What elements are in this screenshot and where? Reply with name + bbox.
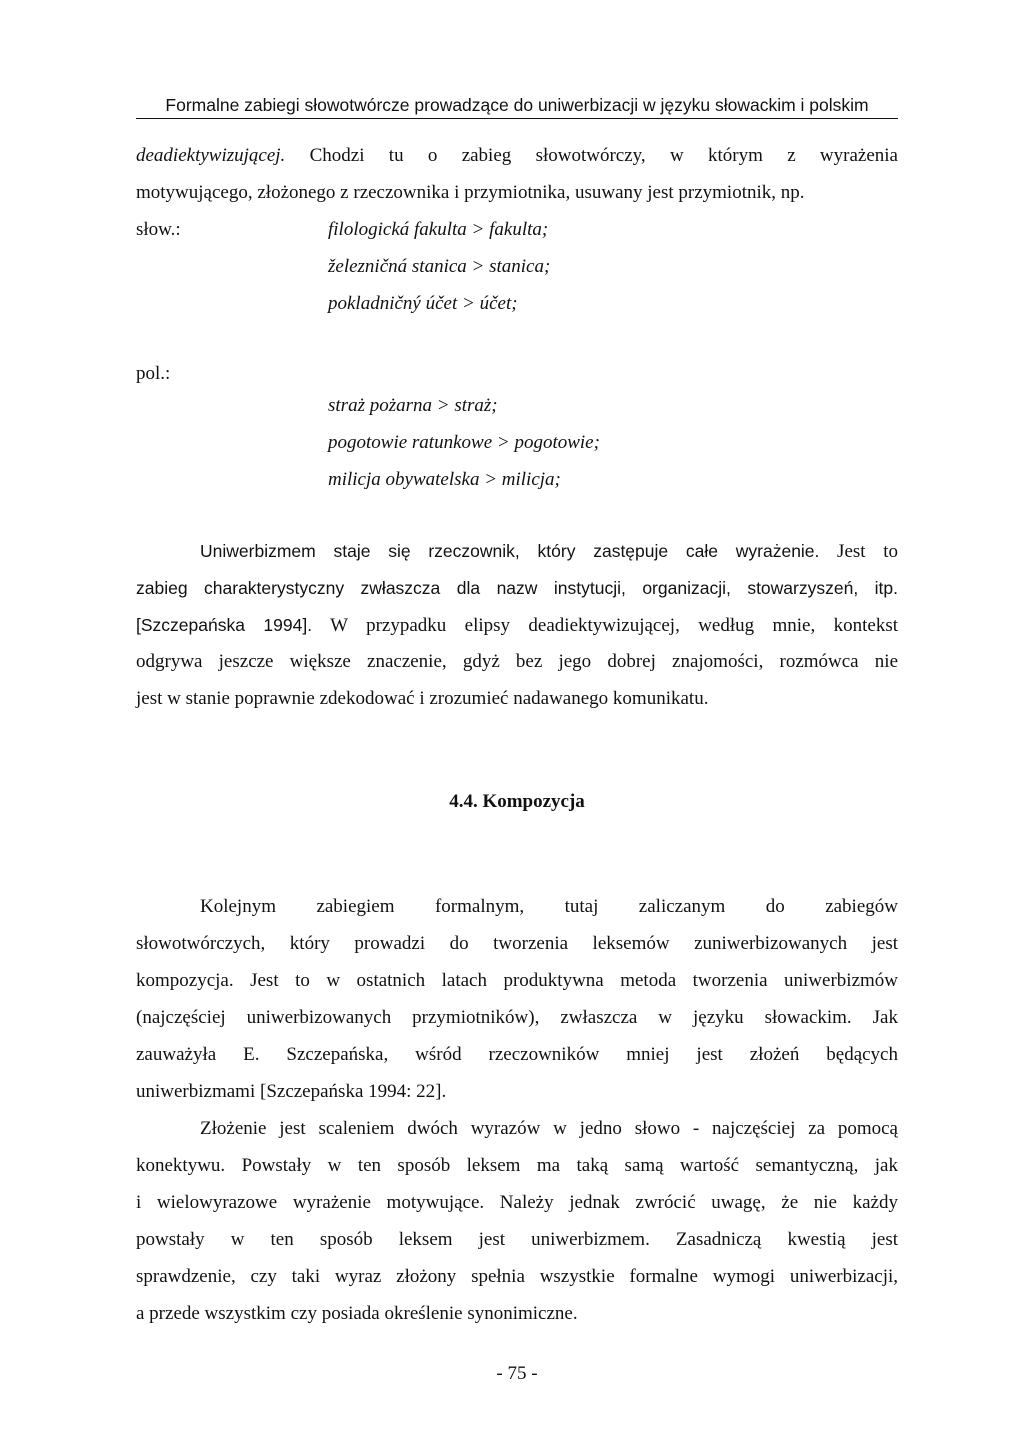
text-line: odgrywa jeszcze większe znaczenie, gdyż bez jego dobrej znajomości, rozmówca nie	[136, 651, 898, 672]
page-number: - 75 -	[496, 1363, 538, 1384]
text-span: W przypadku elipsy deadiektywizującej, według mnie, kontekst	[312, 615, 898, 636]
text-line: kompozycja. Jest to w ostatnich latach produktywna metoda tworzenia uniwerbizmów	[136, 970, 898, 991]
text-line: konektywu. Powstały w ten sposób leksem ma taką samą wartość semantyczną, jak	[136, 1155, 898, 1176]
example-slovak: pokladničný účet > účet;	[328, 293, 518, 314]
text-line: motywującego, złożonego z rzeczownika i przymiotnika, usuwany jest przymiotnik, np.	[136, 182, 805, 203]
text-line: i wielowyrazowe wyrażenie motywujące. Należy jednak zwrócić uwagę, że nie każdy	[136, 1192, 898, 1213]
text-span: Chodzi tu o zabieg słowotwórczy, w którym z wyrażenia	[285, 145, 898, 166]
text-line: sprawdzenie, czy taki wyraz złożony spełnia wszystkie formalne wymogi uniwerbizacji,	[136, 1266, 898, 1287]
text-line: słowotwórczych, który prowadzi do tworzenia leksemów zuniwerbizowanych jest	[136, 933, 898, 954]
example-polish: milicja obywatelska > milicja;	[328, 469, 561, 490]
example-polish: straż pożarna > straż;	[328, 395, 498, 416]
text-line: uniwerbizmami [Szczepańska 1994: 22].	[136, 1081, 447, 1102]
text-line	[200, 538, 898, 565]
example-slovak: filologická fakulta > fakulta;	[328, 219, 549, 240]
text-line: powstały w ten sposób leksem jest uniwerbizmem. Zasadniczą kwestią jest	[136, 1229, 898, 1250]
text-line: a przede wszystkim czy posiada określenie synonimiczne.	[136, 1303, 578, 1324]
text-span: Uniwerbizmem staje się rzeczownik, który zastępuje całe wyrażenie.	[200, 541, 820, 561]
text-line: zabieg charakterystyczny zwłaszcza dla nazw instytucji, organizacji, stowarzyszeń, itp.	[136, 578, 898, 598]
example-slovak: železničná stanica > stanica;	[328, 256, 551, 277]
text-line: Złożenie jest scaleniem dwóch wyrazów w jedno słowo - najczęściej za pomocą	[200, 1118, 898, 1139]
running-head: Formalne zabiegi słowotwórcze prowadzące do uniwerbizacji w języku słowackim i polskim	[136, 95, 898, 119]
example-label-slovak: słow.:	[136, 219, 181, 240]
example-polish: pogotowie ratunkowe > pogotowie;	[328, 432, 600, 453]
text-line	[136, 612, 898, 639]
text-span: [Szczepańska 1994].	[136, 615, 313, 635]
text-line: Kolejnym zabiegiem formalnym, tutaj zaliczanym do zabiegów	[200, 896, 898, 917]
text-line	[136, 143, 898, 169]
italic-term: deadiektywizującej.	[136, 145, 286, 166]
text-line: (najczęściej uniwerbizowanych przymiotników), zwłaszcza w języku słowackim. Jak	[136, 1007, 898, 1028]
section-heading: 4.4. Kompozycja	[449, 791, 585, 812]
example-label-polish: pol.:	[136, 363, 171, 384]
text-span: Jest to	[819, 541, 898, 562]
text-line: jest w stanie poprawnie zdekodować i zrozumieć nadawanego komunikatu.	[136, 688, 709, 709]
text-line: zauważyła E. Szczepańska, wśród rzeczowników mniej jest złożeń będących	[136, 1044, 898, 1065]
